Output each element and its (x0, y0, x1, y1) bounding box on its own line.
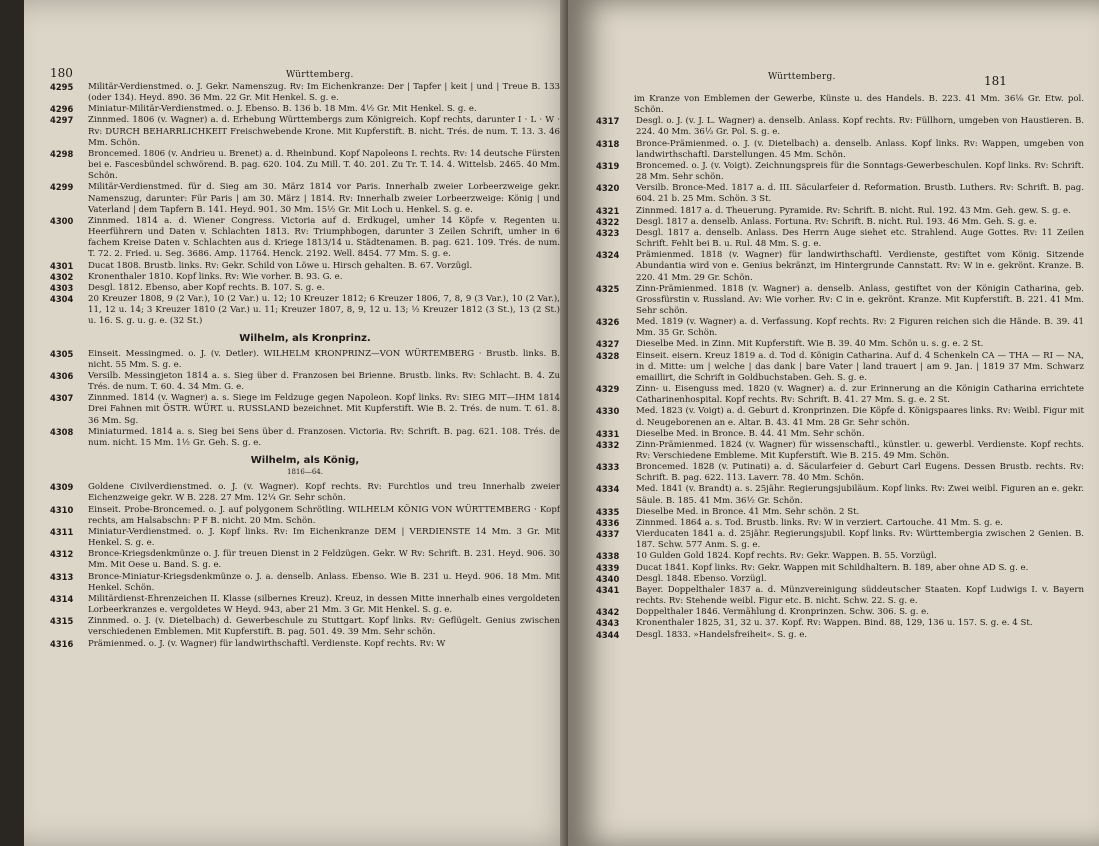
catalog-entry (50, 283, 560, 294)
entry-number: 4338 (596, 551, 620, 562)
catalog-entry (50, 349, 560, 371)
catalog-entry (50, 482, 560, 504)
entry-text: Vierducaten 1841 a. d. 25jähr. Regierungsjubil. Kopf links. Rv: Württembergia zwischen 2 Genien. B. 187. Schw. 577 Anm. S. g. e. (636, 529, 1084, 551)
catalog-entry (50, 393, 560, 426)
entry-number: 4313 (50, 571, 74, 582)
entry-text: Bronce-Prämienmed. o. J. (v. Dietelbach) a. denselb. Anlass. Kopf links. Rv: Wappen, umgeben von landwirthschaftl. Darstellungen. 45 Mm. Schön. (636, 138, 1084, 160)
entry-number: 4333 (596, 462, 620, 473)
right-page (568, 0, 1099, 846)
entry-number: 4310 (50, 504, 74, 515)
catalog-entry (596, 284, 1084, 317)
entry-number: 4337 (596, 529, 620, 540)
catalog-entry (596, 161, 1084, 183)
entry-text: Zinnmed. 1814 a. d. Wiener Congress. Victoria auf d. Erdkugel, umher 14 Köpfe v. Regenten u. Heerführern und Daten v. Schlachten 1813. Rv: Triumphbogen, darunter 3 Zeilen Schrift, umher in 6 fachem Kreise Daten v. Schlachten aus d. Kriege 1813/14 u. Städtenamen. B. pag. 621. 109. Trés. de num. T. 72. 2. Fried. u. Seg. 3686. Amp. 11764. Henck. 2192. Well. 8454. 77 Mm. S. g. e. (88, 215, 560, 260)
catalog-entry (50, 272, 560, 283)
entry-number: 4335 (596, 506, 620, 517)
catalog-entry (596, 618, 1084, 629)
entry-text: Einseit. Probe-Broncemed. o. J. auf polygonem Schrötling. WILHELM KÖNIG VON WÜRTTEMBERG · Kopf rechts, am Halsabschn: P F B. nicht. 20 Mm. Schön. (88, 504, 560, 526)
entry-text: 10 Gulden Gold 1824. Kopf rechts. Rv: Gekr. Wappen. B. 55. Vorzügl. (636, 551, 937, 562)
entry-text: Doppelthaler 1846. Vermählung d. Kronprinzen. Schw. 306. S. g. e. (636, 607, 929, 618)
catalog-entry (50, 261, 560, 272)
entry-text: Bayer. Doppelthaler 1837 a. d. Münzvereinigung süddeutscher Staaten. Kopf Ludwigs I. v. Bayern rechts. Rv: Stehende weibl. Figur etc. B. nicht. Schw. 22. S. g. e. (636, 584, 1084, 607)
section-years: 1816—64. (287, 468, 323, 477)
entry-number: 4336 (596, 517, 620, 528)
entry-text: Zinn-Prämienmed. 1824 (v. Wagner) für wissenschaftl., künstler. u. gewerbl. Verdienste. Kopf rechts. Rv: Verschiedene Embleme. Mit Kupferstift. Wie B. 215. 49 Mm. Schön. (636, 439, 1084, 461)
entry-number: 4307 (50, 393, 74, 404)
left-page (24, 0, 580, 846)
catalog-entry (596, 384, 1084, 406)
catalog-entry (50, 149, 560, 182)
section-heading-kronprinz: Wilhelm, als Kronprinz. (239, 333, 371, 345)
running-head-left: Württemberg. (286, 70, 354, 80)
catalog-entry (50, 115, 560, 148)
entry-text: Zinnmed. 1814 (v. Wagner) a. s. Siege im Feldzuge gegen Napoleon. Kopf links. Rv: SIEG MIT—IHM 1814 Drei Fahnen mit ÖSTR. WÜRT. u. RUSSLAND bezeichnet. Mit Kupferstift. Wie B. 2. Trés. de num. T. 61. 8. 36 Mm. Sg. (88, 393, 560, 426)
entry-number: 4341 (596, 584, 620, 595)
entry-number: 4327 (596, 339, 620, 350)
catalog-entry (596, 183, 1084, 205)
entry-text: Med. 1819 (v. Wagner) a. d. Verfassung. Kopf rechts. Rv: 2 Figuren reichen sich die Hände. B. 39. 41 Mm. 35 Gr. Schön. (636, 317, 1084, 339)
entry-number: 4300 (50, 215, 74, 226)
entry-text: Ducat 1808. Brustb. links. Rv: Gekr. Schild von Löwe u. Hirsch gehalten. B. 67. Vorzügl. (88, 260, 473, 271)
entry-number: 4340 (596, 573, 620, 584)
entry-number: 4315 (50, 616, 74, 627)
catalog-entry (596, 518, 1084, 529)
entry-number: 4318 (596, 138, 620, 149)
catalog-entry (596, 484, 1084, 506)
entry-number: 4308 (50, 426, 74, 437)
continuation-text: im Kranze von Emblemen der Gewerbe, Künste u. des Handels. B. 223. 41 Mm. 36⅛ Gr. Etw. pol. Schön. (634, 94, 1084, 116)
entry-text: Desgl. o. J. (v. J. L. Wagner) a. denselb. Anlass. Kopf rechts. Rv: Füllhorn, umgeben von Haustieren. B. 224. 40 Mm. 36⅓ Gr. Pol. S. g. e. (636, 116, 1084, 138)
catalog-entry (596, 116, 1084, 138)
entry-text: Desgl. 1848. Ebenso. Vorzügl. (636, 573, 767, 584)
entry-number: 4299 (50, 182, 74, 193)
catalog-entry (596, 139, 1084, 161)
entry-number: 4298 (50, 148, 74, 159)
entry-number: 4331 (596, 428, 620, 439)
entry-text: Militär-Verdienstmed. o. J. Gekr. Namenszug. Rv: Im Eichenkranze: Der | Tapfer | keit | und | Treue B. 133 (oder 134). Heyd. 890. 36 Mm. 22 Gr. Mit Henkel. S. g. e. (88, 82, 560, 104)
entry-text: Versilb. Messingjeton 1814 a. s. Sieg über d. Franzosen bei Brienne. Brustb. links. Rv: Schlacht. B. 4. Zu Trés. de num. T. 60. 4. 34 Mm. G. e. (88, 370, 560, 393)
catalog-entry (596, 429, 1084, 440)
catalog-entry (50, 639, 560, 650)
entry-number: 4317 (596, 116, 620, 127)
catalog-entry (50, 216, 560, 261)
entry-number: 4312 (50, 549, 74, 560)
entry-text: Broncemed. 1806 (v. Andrieu u. Brenet) a. d. Rheinbund. Kopf Napoleons I. rechts. Rv: 14 deutsche Fürsten bei e. Fascesbündel schwörend. B. pag. 620. 104. Zu Mill. T. 40. 201. Zu Tr. T. 14. 4. Wittelsb. 2465. 40 Mm. Schön. (88, 148, 560, 182)
entry-number: 4305 (50, 348, 74, 359)
catalog-entry (50, 527, 560, 549)
catalog-entry (596, 607, 1084, 618)
entry-text: Med. 1823 (v. Voigt) a. d. Geburt d. Kronprinzen. Die Köpfe d. Königspaares links. Rv: Weibl. Figur mit d. Neugeborenen an e. Altar. B. 43. 41 Mm. 28 Gr. Sehr schön. (636, 406, 1084, 428)
catalog-entry (50, 104, 560, 115)
entry-number: 4302 (50, 271, 74, 282)
entry-number: 4326 (596, 317, 620, 328)
entry-text: Broncemed. o. J. (v. Voigt). Zeichnungspreis für die Sonntags-Gewerbeschulen. Kopf links. Rv: Schrift. 28 Mm. Sehr schön. (636, 160, 1084, 183)
entry-number: 4328 (596, 350, 620, 361)
entry-text: Bronce-Kriegsdenkmünze o. J. für treuen Dienst in 2 Feldzügen. Gekr. W Rv: Schrift. B. 231. Heyd. 906. 30 Mm. Mit Oese u. Band. S. g. e. (88, 549, 560, 571)
entry-text: Militär-Verdienstmed. für d. Sieg am 30. März 1814 vor Paris. Innerhalb zweier Lorbeerzweige gekr. Namenszug, darunter: Für Paris | am 30. März | 1814. Rv: Innerhalb zweier Lorbeerzweige: König | und Vaterland | dem Tapfern B. 141. Heyd. 901. 30 Mm. 15½ Gr. Mit Loch u. Henkel. S. g. e. (88, 182, 560, 215)
catalog-entry (596, 217, 1084, 228)
catalog-entry (596, 351, 1084, 384)
catalog-entry (50, 82, 560, 104)
catalog-entry (596, 317, 1084, 339)
entry-text: Kronenthaler 1825, 31, 32 u. 37. Kopf. Rv: Wappen. Bind. 88, 129, 136 u. 157. S. g. e. 4 St. (636, 618, 1033, 629)
entry-number: 4324 (596, 250, 620, 261)
entry-text: Bronce-Miniatur-Kriegsdenkmünze o. J. a. denselb. Anlass. Ebenso. Wie B. 231 u. Heyd. 906. 18 Mm. Mit Henkel. Schön. (88, 571, 560, 593)
entry-number: 4322 (596, 216, 620, 227)
entry-number: 4301 (50, 260, 74, 271)
catalog-entry (596, 551, 1084, 562)
catalog-entry (50, 371, 560, 393)
catalog-entry (596, 406, 1084, 428)
catalog-entry (596, 462, 1084, 484)
entry-text: Prämienmed. 1818 (v. Wagner) für landwirthschaftl. Verdienste, gestiftet vom König. Sitzende Abundantia wird von e. Genius bekränzt, im Hintergrunde Cannstatt. Rv: W in e. gekrönt. Kranze. B. 220. 41 Mm. 29 Gr. Schön. (636, 250, 1084, 283)
entry-text: Zinnmed. o. J. (v. Dietelbach) d. Gewerbeschule zu Stuttgart. Kopf links. Rv: Geflügelt. Genius zwischen verschiedenen Emblemen. Mit Kupferstift. B. pag. 501. 49. 39 Mm. Sehr schön. (88, 616, 560, 638)
entry-number: 4329 (596, 384, 620, 395)
catalog-entry (596, 228, 1084, 250)
entry-text: Einseit. eisern. Kreuz 1819 a. d. Tod d. Königin Catharina. Auf d. 4 Schenkeln CA — THA — RI — NA, in d. Mitte: um | welche | das dank | bare Vater | land trauert | am 9. Jan. | 1819 37 Mm. Schwarz emaillirt, die Schrift in Goldbuchstaben. Geh. S. g. e. (636, 350, 1084, 383)
catalog-entry (596, 507, 1084, 518)
entry-text: Broncemed. 1828 (v. Putinati) a. d. Säcularfeier d. Geburt Carl Eugens. Dessen Brustb. rechts. Rv: Schrift. B. pag. 622. 113. Laverr. 78. 40 Mm. Schön. (636, 462, 1084, 484)
entry-number: 4304 (50, 293, 74, 304)
entry-number: 4334 (596, 484, 620, 495)
catalog-entry (50, 616, 560, 638)
entry-text: Desgl. 1817 a. denselb. Anlass. Fortuna. Rv: Schrift. B. nicht. Rul. 193. 46 Mm. Geh. S. g. e. (636, 216, 1037, 227)
entry-text: Dieselbe Med. in Zinn. Mit Kupferstift. Wie B. 39. 40 Mm. Schön u. s. g. e. 2 St. (636, 339, 984, 350)
page-number-right: 181 (984, 74, 1007, 88)
entry-text: Prämienmed. o. J. (v. Wagner) für landwirthschaftl. Verdienste. Kopf rechts. Rv: W (88, 638, 446, 649)
right-column (596, 94, 1084, 641)
entry-text: Zinnmed. 1864 a. s. Tod. Brustb. links. Rv: W in verziert. Cartouche. 41 Mm. S. g. e. (636, 517, 1003, 528)
catalog-entry (50, 549, 560, 571)
entry-number: 4311 (50, 526, 74, 537)
catalog-entry (596, 585, 1084, 607)
catalog-entry (50, 427, 560, 449)
entry-text: Dieselbe Med. in Bronce. B. 44. 41 Mm. Sehr schön. (636, 428, 865, 439)
running-head-right: Württemberg. (768, 72, 836, 82)
entry-text: Desgl. 1812. Ebenso, aber Kopf rechts. B. 107. S. g. e. (88, 282, 325, 293)
entry-text: Zinn-Prämienmed. 1818 (v. Wagner) a. denselb. Anlass, gestiftet von der Königin Catharina, geb. Grossfürstin v. Russland. Av: Wie vorher. Rv: C in e. gekrönt. Kranze. Mit Kupferstift. B. 221. 41 Mm. Sehr schön. (636, 283, 1084, 316)
entry-text: Versilb. Bronce-Med. 1817 a. d. III. Säcularfeier d. Reformation. Brustb. Luthers. Rv: Schrift. B. pag. 604. 21 b. 25 Mm. Schön. 3 St. (636, 183, 1084, 205)
entry-text: Zinnmed. 1806 (v. Wagner) a. d. Erhebung Württembergs zum Königreich. Kopf rechts, darunter I · L · W · Rv: DURCH BEHARRLICHKEIT Freischwebende Krone. Mit Kupferstift. B. nicht. Trés. de num. T. 13. 3. 46 Mm. Schön. (88, 115, 560, 148)
catalog-entry (596, 563, 1084, 574)
entry-number: 4295 (50, 82, 74, 92)
entry-number: 4339 (596, 562, 620, 573)
entry-text: 20 Kreuzer 1808, 9 (2 Var.), 10 (2 Var.) u. 12; 10 Kreuzer 1812; 6 Kreuzer 1806, 7, 8, 9 (3 Var.), 10 (2 Var.), 11, 12 u. 14; 3 Kreuzer 1810 (2 Var.) u. 11; Kreuzer 1807, 8, 9, 12 u. 13; ½ Kreuzer 1812 (3 St.), 13 (2 St.) u. 16. S. g. u. g. e. (32 St.) (88, 293, 560, 327)
entry-number: 4344 (596, 629, 620, 640)
entry-text: Med. 1841 (v. Brandt) a. s. 25jähr. Regierungsjubiläum. Kopf links. Rv: Zwei weibl. Figuren an e. gekr. Säule. B. 185. 41 Mm. 36½ Gr. Schön. (636, 484, 1084, 506)
entry-text: Miniatur-Verdienstmed. o. J. Kopf links. Rv: Im Eichenkranze DEM | VERDIENSTE 14 Mm. 3 Gr. Mit Henkel. S. g. e. (88, 526, 560, 549)
entry-text: Militärdienst-Ehrenzeichen II. Klasse (silbernes Kreuz). Kreuz, in dessen Mitte innerhalb eines vergoldeten Lorbeerkranzes e. vergoldetes W Heyd. 943, aber 21 Mm. 3 Gr. Mit Henkel. S. g. e. (88, 593, 560, 616)
catalog-entry (596, 574, 1084, 585)
catalog-entry (596, 630, 1084, 641)
entry-text: Einseit. Messingmed. o. J. (v. Detler). WILHELM KRONPRINZ—VON WÜRTEMBERG · Brustb. links. B. nicht. 55 Mm. S. g. e. (88, 348, 560, 370)
catalog-entry (596, 250, 1084, 283)
catalog-entry (596, 339, 1084, 350)
entry-text: Zinnmed. 1817 a. d. Theuerung. Pyramide. Rv: Schrift. B. nicht. Rul. 192. 43 Mm. Geh. gew. S. g. e. (636, 205, 1071, 216)
catalog-entry (596, 529, 1084, 551)
entry-number: 4314 (50, 593, 74, 604)
entry-number: 4316 (50, 638, 74, 649)
entry-number: 4343 (596, 618, 620, 629)
entry-number: 4296 (50, 104, 74, 115)
entry-text: Kronenthaler 1810. Kopf links. Rv: Wie vorher. B. 93. G. e. (88, 271, 343, 282)
catalog-entry (50, 572, 560, 594)
catalog-entry (50, 182, 560, 215)
entry-text: Goldene Civilverdienstmed. o. J. (v. Wagner). Kopf rechts. Rv: Furchtlos und treu Innerhalb zweier Eichenzweige gekr. W B. 228. 27 Mm. 12¼ Gr. Sehr schön. (88, 482, 560, 504)
entry-number: 4325 (596, 283, 620, 294)
entry-number: 4303 (50, 282, 74, 293)
left-column (50, 82, 560, 650)
entry-text: Desgl. 1833. »Handelsfreiheit«. S. g. e. (636, 629, 808, 640)
catalog-entry (596, 206, 1084, 217)
entry-number: 4306 (50, 370, 74, 381)
page-number-left: 180 (50, 66, 73, 80)
entry-text: Desgl. 1817 a. denselb. Anlass. Des Herrn Auge siehet etc. Strahlend. Auge Gottes. Rv: 11 Zeilen Schrift. Fehlt bei B. u. Rul. 48 Mm. S. g. e. (636, 227, 1084, 250)
catalog-entry (596, 440, 1084, 462)
section-heading-koenig: Wilhelm, als König, (250, 455, 360, 466)
entry-text: Miniaturmed. 1814 a. s. Sieg bei Sens über d. Franzosen. Victoria. Rv: Schrift. B. pag. 621. 108. Trés. de num. nicht. 15 Mm. 1½ Gr. Geh. S. g. e. (88, 426, 560, 448)
entry-number: 4330 (596, 406, 620, 417)
entry-text: Miniatur-Militär-Verdienstmed. o. J. Ebenso. B. 136 b. 18 Mm. 4½ Gr. Mit Henkel. S. g. e. (88, 104, 477, 115)
catalog-entry (50, 505, 560, 527)
entry-number: 4320 (596, 183, 620, 194)
entry-number: 4309 (50, 482, 74, 493)
entry-text: Dieselbe Med. in Bronce. 41 Mm. Sehr schön. 2 St. (636, 506, 860, 517)
catalog-entry (50, 294, 560, 327)
entry-number: 4297 (50, 115, 74, 126)
entry-number: 4332 (596, 439, 620, 450)
entry-number: 4323 (596, 227, 620, 238)
entry-number: 4319 (596, 160, 620, 171)
catalog-entry (50, 594, 560, 616)
entry-number: 4342 (596, 607, 620, 618)
entry-text: Zinn- u. Eisenguss med. 1820 (v. Wagner) a. d. zur Erinnerung an die Königin Catharina errichtete Catharinenhospital. Kopf rechts. Rv: Schrift. B. 41. 27 Mm. S. g. e. 2 St. (636, 384, 1084, 406)
entry-text: Ducat 1841. Kopf links. Rv: Gekr. Wappen mit Schildhaltern. B. 189, aber ohne AD S. g. e. (636, 562, 1029, 573)
entry-number: 4321 (596, 205, 620, 216)
